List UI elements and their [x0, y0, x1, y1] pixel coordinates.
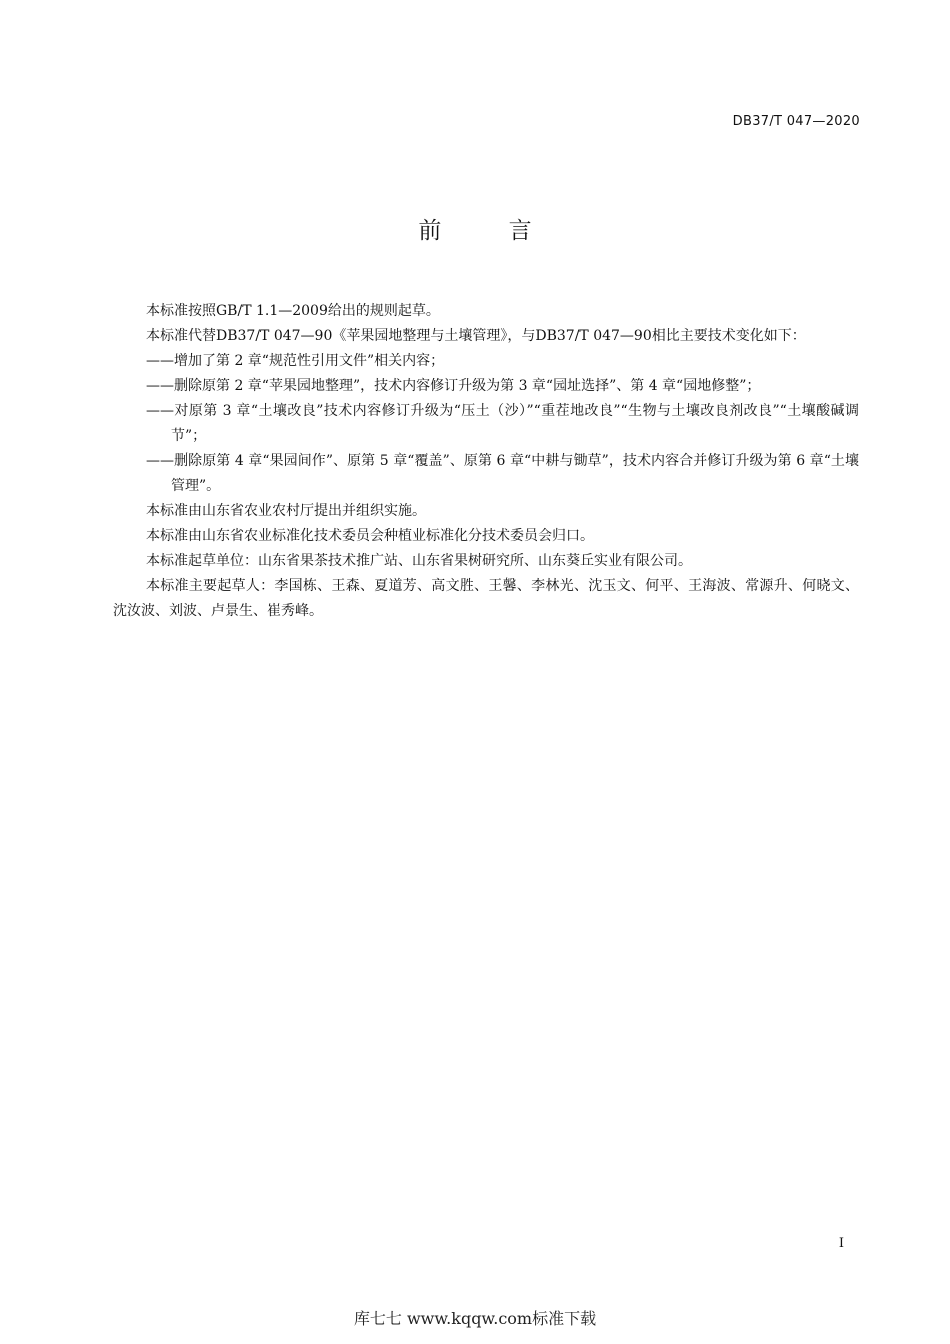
paragraph-drafters: 本标准主要起草人：李国栋、王森、夏道芳、高文胜、王馨、李林光、沈玉文、何平、王海波、常源升、何晓文、沈汝波、刘波、卢景生、崔秀峰。 — [113, 578, 859, 619]
paragraph-drafting-rules: 本标准按照GB/T 1.1—2009给出的规则起草。 — [146, 303, 440, 319]
paragraph-proposer: 本标准由山东省农业农村厅提出并组织实施。 — [146, 503, 426, 519]
page-number: I — [838, 1236, 844, 1251]
paragraph-replacement: 本标准代替DB37/T 047—90《苹果园地整理与土壤管理》，与DB37/T 047—90相比主要技术变化如下： — [146, 328, 806, 344]
page-title: 前 言 — [418, 218, 562, 244]
watermark: 库七七 www.kqqw.com标准下载 — [353, 1309, 597, 1328]
list-item: ——删除原第 4 章“果园间作”、原第 5 章“覆盖”、原第 6 章“中耕与锄草”，技术内容合并修订升级为第 6 章“土壤管理”。 — [146, 453, 859, 494]
standard-code: DB37/T 047—2020 — [732, 114, 860, 129]
list-item: ——删除原第 2 章“苹果园地整理”，技术内容修订升级为第 3 章“园址选择”、第 4 章“园地修整”； — [146, 378, 761, 394]
paragraph-committee: 本标准由山东省农业标准化技术委员会种植业标准化分技术委员会归口。 — [146, 528, 594, 544]
foreword-body — [113, 299, 859, 624]
paragraph-drafting-units: 本标准起草单位：山东省果茶技术推广站、山东省果树研究所、山东葵丘实业有限公司。 — [146, 553, 692, 569]
list-item: ——增加了第 2 章“规范性引用文件”相关内容； — [146, 353, 445, 369]
list-item: ——对原第 3 章“土壤改良”技术内容修订升级为“压土（沙）”“重茬地改良”“生物与土壤改良剂改良”“土壤酸碱调节”； — [146, 403, 859, 444]
